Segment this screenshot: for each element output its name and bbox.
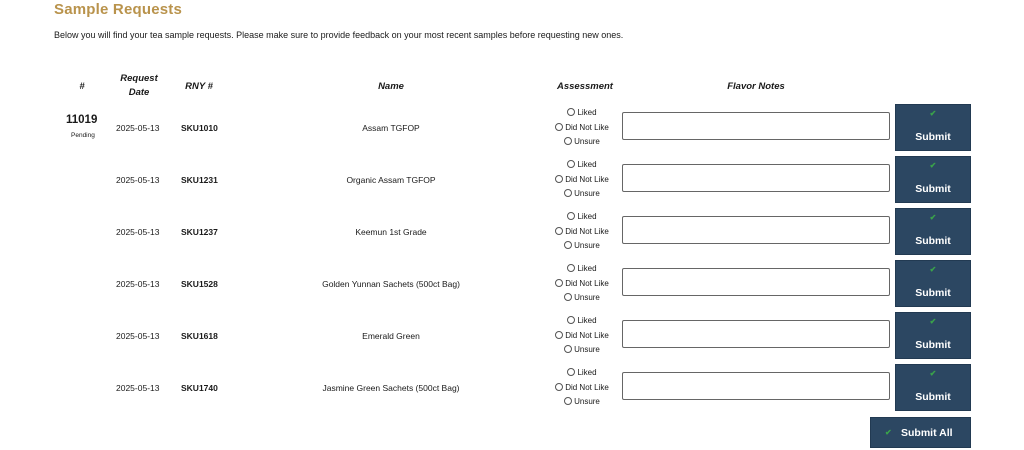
assessment-radio-unsure[interactable] bbox=[548, 187, 616, 202]
radio-button[interactable] bbox=[555, 175, 563, 183]
assessment-options bbox=[548, 158, 616, 202]
radio-button[interactable] bbox=[555, 123, 563, 131]
sample-name: Organic Assam TGFOP bbox=[346, 175, 436, 185]
radio-button[interactable] bbox=[567, 264, 575, 272]
flavor-notes-input[interactable] bbox=[622, 164, 890, 192]
radio-button[interactable] bbox=[564, 293, 572, 301]
rny-sku: SKU1618 bbox=[181, 331, 218, 341]
assessment-radio-did-not-like[interactable] bbox=[548, 121, 616, 136]
radio-button[interactable] bbox=[567, 316, 575, 324]
radio-label: Unsure bbox=[574, 293, 600, 302]
radio-label: Did Not Like bbox=[565, 226, 609, 236]
radio-button[interactable] bbox=[555, 279, 563, 287]
sample-name: Jasmine Green Sachets (500ct Bag) bbox=[322, 383, 460, 393]
radio-button[interactable] bbox=[567, 160, 575, 168]
rny-sku: SKU1740 bbox=[181, 383, 218, 393]
assessment-radio-unsure[interactable] bbox=[548, 291, 616, 306]
assessment-radio-liked[interactable] bbox=[548, 314, 616, 329]
request-date: 2025-05-13 bbox=[116, 227, 160, 237]
check-icon: ✔ bbox=[929, 369, 937, 378]
assessment-radio-unsure[interactable] bbox=[548, 395, 616, 410]
sample-name: Golden Yunnan Sachets (500ct Bag) bbox=[322, 279, 460, 289]
radio-label: Did Not Like bbox=[565, 278, 609, 288]
check-icon: ✔ bbox=[929, 213, 937, 222]
radio-button[interactable] bbox=[567, 108, 575, 116]
flavor-notes-input[interactable] bbox=[622, 112, 890, 140]
submit-label: Submit bbox=[915, 183, 951, 195]
assessment-radio-liked[interactable] bbox=[548, 210, 616, 225]
submit-button[interactable] bbox=[895, 156, 971, 203]
assessment-radio-did-not-like[interactable] bbox=[548, 329, 616, 344]
radio-label: Unsure bbox=[574, 137, 600, 146]
radio-button[interactable] bbox=[564, 137, 572, 145]
radio-button[interactable] bbox=[555, 383, 563, 391]
assessment-options bbox=[548, 314, 616, 358]
radio-label: Liked bbox=[577, 108, 597, 117]
radio-label: Unsure bbox=[574, 241, 600, 250]
col-header-name: Name bbox=[378, 81, 404, 92]
assessment-radio-liked[interactable] bbox=[548, 106, 616, 121]
submit-label: Submit bbox=[915, 339, 951, 351]
order-number: 11019 bbox=[66, 114, 98, 126]
col-header-assessment: Assessment bbox=[557, 81, 613, 92]
assessment-radio-liked[interactable] bbox=[548, 262, 616, 277]
radio-label: Liked bbox=[577, 368, 597, 377]
request-date: 2025-05-13 bbox=[116, 279, 160, 289]
radio-label: Did Not Like bbox=[565, 382, 609, 392]
check-icon: ✔ bbox=[929, 265, 937, 274]
radio-label: Did Not Like bbox=[565, 330, 609, 340]
flavor-notes-input[interactable] bbox=[622, 216, 890, 244]
radio-label: Liked bbox=[577, 264, 597, 273]
radio-button[interactable] bbox=[555, 331, 563, 339]
check-icon: ✔ bbox=[885, 428, 892, 437]
assessment-radio-unsure[interactable] bbox=[548, 343, 616, 358]
radio-label: Liked bbox=[577, 212, 597, 221]
radio-label: Unsure bbox=[574, 345, 600, 354]
assessment-options bbox=[548, 210, 616, 254]
assessment-options bbox=[548, 366, 616, 410]
radio-button[interactable] bbox=[567, 212, 575, 220]
order-status: Pending bbox=[71, 132, 95, 139]
radio-button[interactable] bbox=[564, 397, 572, 405]
radio-button[interactable] bbox=[567, 368, 575, 376]
radio-button[interactable] bbox=[564, 345, 572, 353]
radio-button[interactable] bbox=[564, 189, 572, 197]
request-date: 2025-05-13 bbox=[116, 383, 160, 393]
assessment-radio-did-not-like[interactable] bbox=[548, 277, 616, 292]
assessment-radio-liked[interactable] bbox=[548, 158, 616, 173]
submit-all-label: Submit All bbox=[901, 427, 953, 439]
radio-label: Unsure bbox=[574, 397, 600, 406]
sample-name: Emerald Green bbox=[362, 331, 420, 341]
assessment-radio-unsure[interactable] bbox=[548, 239, 616, 254]
request-date: 2025-05-13 bbox=[116, 123, 160, 133]
assessment-radio-did-not-like[interactable] bbox=[548, 173, 616, 188]
radio-label: Liked bbox=[577, 316, 597, 325]
flavor-notes-input[interactable] bbox=[622, 320, 890, 348]
request-date: 2025-05-13 bbox=[116, 175, 160, 185]
submit-label: Submit bbox=[915, 131, 951, 143]
rny-sku: SKU1528 bbox=[181, 279, 218, 289]
col-header-number: # bbox=[79, 81, 85, 92]
submit-button[interactable] bbox=[895, 208, 971, 255]
submit-label: Submit bbox=[915, 235, 951, 247]
request-date: 2025-05-13 bbox=[116, 331, 160, 341]
intro-text: Below you will find your tea sample requests. Please make sure to provide feedback on your most recent samples before requesting new ones. bbox=[54, 30, 624, 40]
check-icon: ✔ bbox=[929, 109, 937, 118]
sample-name: Assam TGFOP bbox=[362, 123, 420, 133]
check-icon: ✔ bbox=[929, 161, 937, 170]
rny-sku: SKU1237 bbox=[181, 227, 218, 237]
assessment-options bbox=[548, 262, 616, 306]
submit-all-button[interactable] bbox=[870, 417, 971, 448]
submit-button[interactable] bbox=[895, 364, 971, 411]
radio-label: Did Not Like bbox=[565, 122, 609, 132]
col-header-flavor-notes: Flavor Notes bbox=[727, 81, 785, 92]
radio-label: Unsure bbox=[574, 189, 600, 198]
page-title: Sample Requests bbox=[54, 1, 183, 18]
submit-button[interactable] bbox=[895, 104, 971, 151]
radio-button[interactable] bbox=[555, 227, 563, 235]
assessment-radio-liked[interactable] bbox=[548, 366, 616, 381]
rny-sku: SKU1010 bbox=[181, 123, 218, 133]
col-header-rny: RNY # bbox=[185, 81, 213, 92]
submit-label: Submit bbox=[915, 391, 951, 403]
assessment-options bbox=[548, 106, 616, 150]
col-header-request-date: Request Date bbox=[120, 73, 158, 98]
check-icon: ✔ bbox=[929, 317, 937, 326]
flavor-notes-input[interactable] bbox=[622, 372, 890, 400]
radio-label: Did Not Like bbox=[565, 174, 609, 184]
submit-label: Submit bbox=[915, 287, 951, 299]
assessment-radio-did-not-like[interactable] bbox=[548, 381, 616, 396]
radio-button[interactable] bbox=[564, 241, 572, 249]
flavor-notes-input[interactable] bbox=[622, 268, 890, 296]
sample-name: Keemun 1st Grade bbox=[355, 227, 427, 237]
radio-label: Liked bbox=[577, 160, 597, 169]
assessment-radio-unsure[interactable] bbox=[548, 135, 616, 150]
assessment-radio-did-not-like[interactable] bbox=[548, 225, 616, 240]
submit-button[interactable] bbox=[895, 260, 971, 307]
rny-sku: SKU1231 bbox=[181, 175, 218, 185]
submit-button[interactable] bbox=[895, 312, 971, 359]
